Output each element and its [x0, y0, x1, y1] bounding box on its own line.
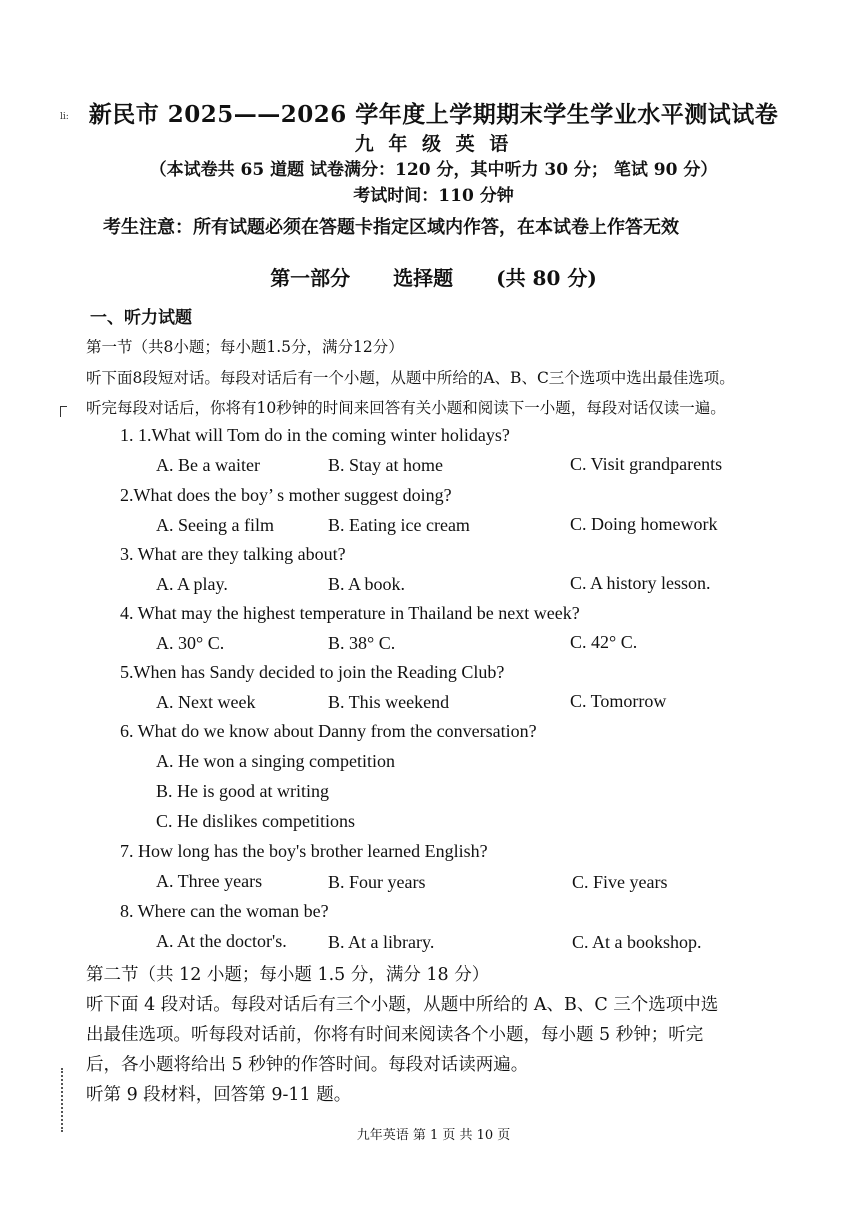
- option-a: A. Seeing a film: [156, 515, 274, 535]
- question-text: 2.What does the boy’ s mother suggest doing?: [120, 485, 452, 505]
- option-b: B. Eating ice cream: [328, 515, 470, 535]
- page-footer: 九年英语 第 1 页 共 10 页: [356, 1128, 511, 1143]
- option-b: B. A book.: [328, 574, 406, 594]
- part-score: (共 80 分): [496, 266, 597, 290]
- section2-material: 听第 9 段材料，回答第 9-11 题。: [86, 1085, 352, 1105]
- instruction-line: 听完每段对话后，你将有10秒钟的时间来回答有关小题和阅读下一小题，每段对话仅读一遍。: [86, 399, 726, 417]
- section-heading: 一、听力试题: [90, 308, 192, 328]
- margin-mark: li:: [60, 112, 69, 122]
- question-text: 4. What may the highest temperature in Thailand be next week?: [120, 603, 580, 623]
- part-label: 第一部分: [270, 266, 351, 290]
- option-c: C. Five years: [572, 872, 668, 892]
- question-text: 3. What are they talking about?: [120, 544, 346, 564]
- exam-title: 新民市 2025——2026 学年度上学期期末学生学业水平测试试卷: [88, 101, 779, 128]
- question-text: 8. Where can the woman be?: [120, 901, 329, 921]
- section2-heading: 第二节（共 12 小题；每小题 1.5 分，满分 18 分）: [86, 965, 490, 985]
- section2-instruction: 后，各小题将给出 5 秒钟的作答时间。每段对话读两遍。: [86, 1055, 529, 1075]
- section2-instruction: 听下面 4 段对话。每段对话后有三个小题，从题中所给的 A、B、C 三个选项中选: [86, 995, 719, 1015]
- option-a: A. Three years: [156, 871, 263, 891]
- subject-title: 九 年 级 英 语: [354, 133, 513, 155]
- part-heading: [0, 262, 867, 291]
- option-b: B. Four years: [328, 872, 426, 892]
- option-b: B. 38° C.: [328, 633, 396, 653]
- exam-info: （本试卷共 65 道题 试卷满分：120 分，其中听力 30 分； 笔试 90 分）: [149, 160, 718, 180]
- margin-dotted-line: [61, 1068, 63, 1132]
- option-b: B. At a library.: [328, 932, 435, 952]
- option-b: B. Stay at home: [328, 455, 443, 475]
- exam-notice: 考生注意：所有试题必须在答题卡指定区域内作答，在本试卷上作答无效: [103, 217, 679, 238]
- question-text: 1. 1.What will Tom do in the coming winter holidays?: [120, 425, 510, 445]
- option-a: A. He won a singing competition: [156, 751, 395, 771]
- option-c: C. Visit grandparents: [570, 454, 723, 474]
- option-a: A. Be a waiter: [156, 455, 260, 475]
- margin-bracket: [60, 406, 67, 417]
- option-c: C. Tomorrow: [570, 691, 667, 711]
- part-name: 选择题: [393, 266, 454, 290]
- question-text: 7. How long has the boy's brother learned English?: [120, 841, 488, 861]
- question-text: 5.When has Sandy decided to join the Reading Club?: [120, 662, 505, 682]
- option-a: A. At the doctor's.: [156, 931, 287, 951]
- instruction-line: 听下面8段短对话。每段对话后有一个小题，从题中所给的A、B、C三个选项中选出最佳选项。: [86, 369, 735, 387]
- option-c: C. At a bookshop.: [572, 932, 702, 952]
- option-c: C. He dislikes competitions: [156, 811, 355, 831]
- exam-time: 考试时间：110 分钟: [353, 186, 514, 206]
- option-a: A. 30° C.: [156, 633, 225, 653]
- option-c: C. A history lesson.: [570, 573, 711, 593]
- option-c: C. Doing homework: [570, 514, 718, 534]
- section-sub-heading: 第一节（共8小题；每小题1.5分，满分12分）: [86, 338, 404, 356]
- option-a: A. Next week: [156, 692, 256, 712]
- option-b: B. This weekend: [328, 692, 450, 712]
- section2-instruction: 出最佳选项。听每段对话前，你将有时间来阅读各个小题，每小题 5 秒钟；听完: [86, 1025, 704, 1045]
- question-text: 6. What do we know about Danny from the conversation?: [120, 721, 537, 741]
- option-c: C. 42° C.: [570, 632, 638, 652]
- option-b: B. He is good at writing: [156, 781, 329, 801]
- option-a: A. A play.: [156, 574, 228, 594]
